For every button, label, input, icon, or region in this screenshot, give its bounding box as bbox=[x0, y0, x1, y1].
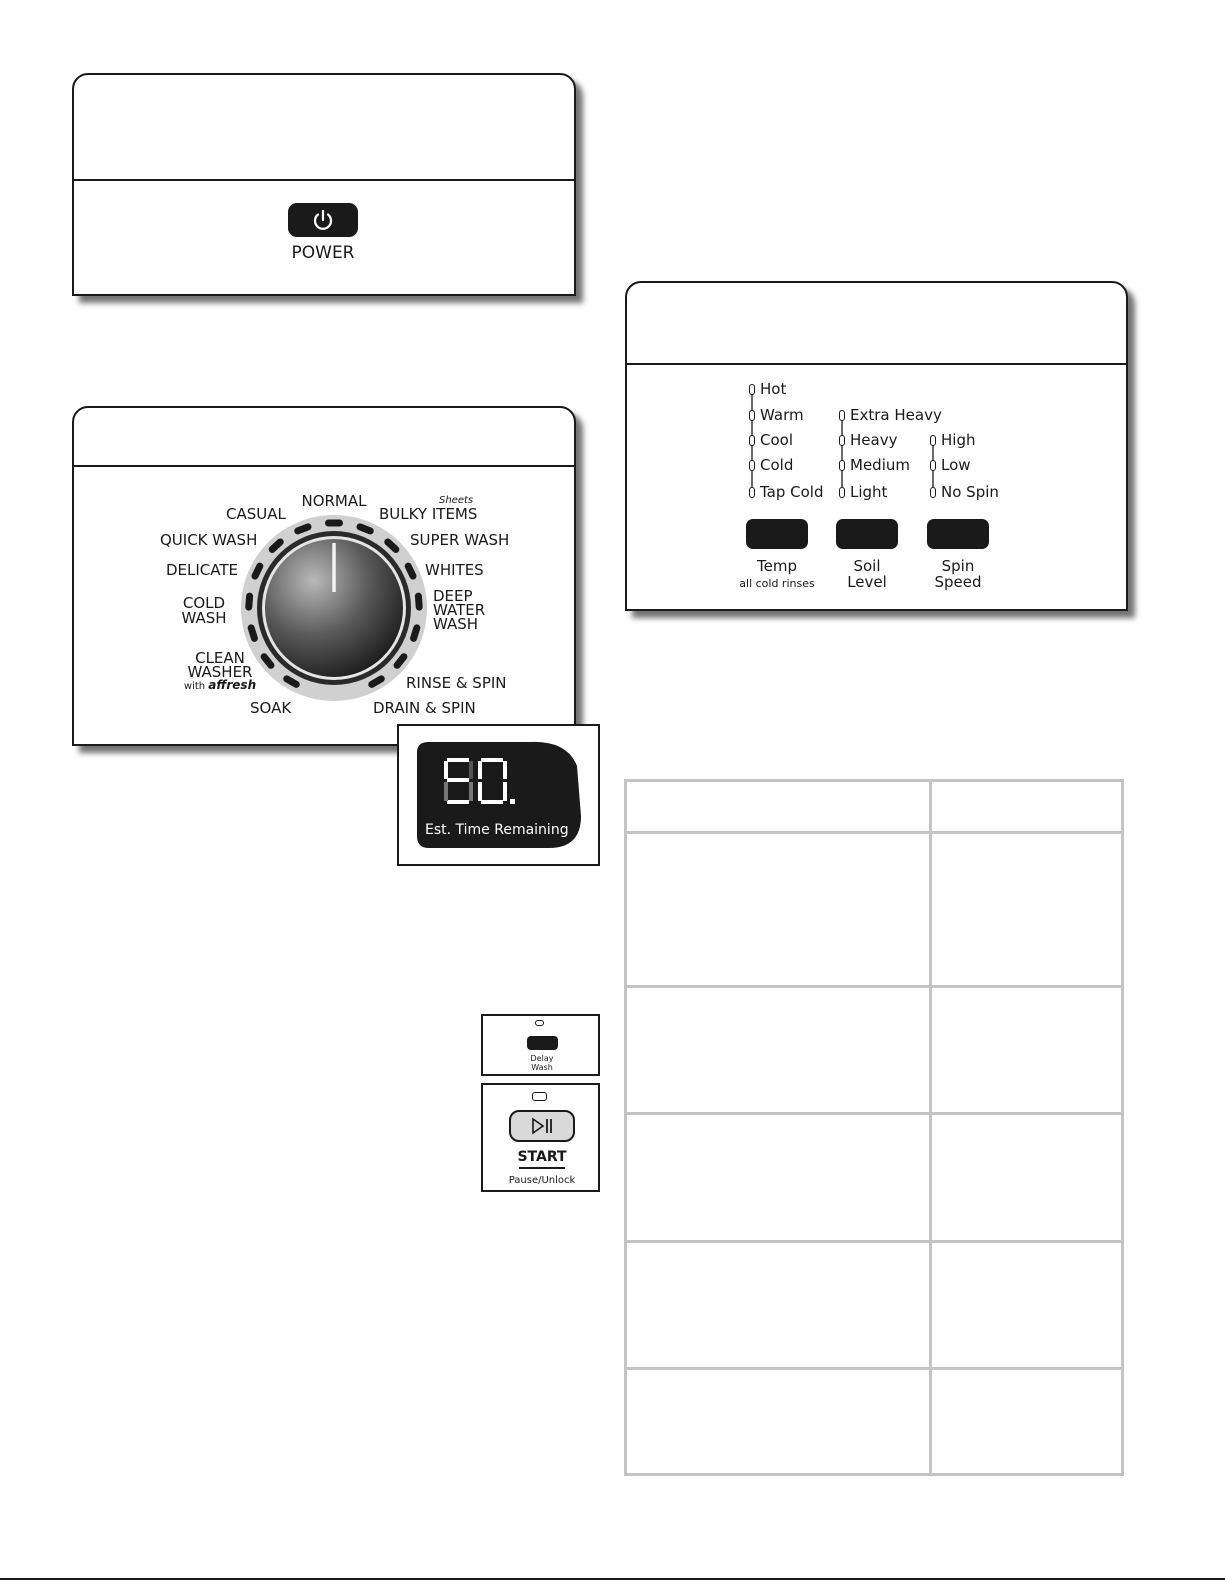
cycle-knob[interactable] bbox=[74, 408, 576, 746]
cycle-deep-water-wash[interactable] bbox=[433, 589, 503, 631]
soil-level-medium: Medium bbox=[850, 456, 910, 474]
cycle-quick-wash[interactable]: QUICK WASH bbox=[160, 531, 258, 549]
temp-button-sub-label: all cold rinses bbox=[739, 577, 815, 590]
time-display-box bbox=[397, 724, 600, 866]
play-pause-icon bbox=[511, 1112, 573, 1140]
spin-level-no-spin: No Spin bbox=[941, 483, 999, 501]
delay-wash-button[interactable] bbox=[527, 1036, 558, 1050]
cycle-soak[interactable]: SOAK bbox=[250, 699, 292, 717]
spin-button-label: Spin bbox=[941, 557, 975, 575]
start-box bbox=[481, 1083, 600, 1192]
power-button[interactable] bbox=[288, 203, 358, 237]
cycle-label-line: CLEAN bbox=[195, 649, 245, 667]
temp-led-warm bbox=[749, 410, 755, 421]
soil-led-medium bbox=[839, 460, 845, 471]
temp-level-warm: Warm bbox=[760, 406, 804, 424]
start-sub-label: Pause/Unlock bbox=[508, 1175, 576, 1186]
cycle-casual[interactable]: CASUAL bbox=[226, 505, 286, 523]
time-display-caption: Est. Time Remaining bbox=[425, 822, 569, 838]
soil-led-extra-heavy bbox=[839, 410, 845, 421]
power-icon bbox=[288, 203, 358, 237]
cycle-label-line: COLD bbox=[182, 594, 226, 612]
start-led bbox=[532, 1092, 547, 1101]
power-panel bbox=[72, 73, 576, 296]
spin-button-label: Speed bbox=[934, 573, 982, 591]
temp-led-hot bbox=[749, 384, 755, 395]
temp-led-cold bbox=[749, 460, 755, 471]
cycle-indicator-mark bbox=[245, 592, 253, 610]
table-row-divider bbox=[627, 1112, 1121, 1115]
cycle-label-line: WASHER bbox=[187, 663, 253, 681]
cycle-label-line: WATER bbox=[433, 601, 486, 619]
delay-wash-label: Wash bbox=[531, 1063, 553, 1072]
spin-level-high: High bbox=[941, 431, 976, 449]
cycle-super-wash[interactable]: SUPER WASH bbox=[410, 531, 510, 549]
cycle-drain-spin[interactable]: DRAIN & SPIN bbox=[373, 699, 476, 717]
info-table bbox=[624, 779, 1124, 1476]
cycle-label-line: DEEP bbox=[433, 587, 473, 605]
table-row-divider bbox=[627, 1367, 1121, 1370]
cycle-label-line: WASH bbox=[433, 615, 479, 633]
options-panel bbox=[625, 281, 1128, 611]
table-row-divider bbox=[627, 831, 1121, 834]
soil-level-button[interactable] bbox=[836, 519, 898, 549]
delay-wash-label: Delay bbox=[530, 1054, 554, 1063]
spin-speed-button[interactable] bbox=[927, 519, 989, 549]
temp-button[interactable] bbox=[746, 519, 808, 549]
delay-wash-led bbox=[535, 1020, 544, 1026]
start-button[interactable] bbox=[509, 1110, 575, 1142]
soil-button-label: Soil bbox=[853, 557, 881, 575]
cycle-panel bbox=[72, 406, 576, 746]
panel-divider bbox=[74, 179, 574, 181]
temp-level-hot: Hot bbox=[760, 380, 787, 398]
cycle-normal[interactable]: NORMAL bbox=[301, 492, 367, 510]
delay-wash-box bbox=[481, 1014, 600, 1076]
cycle-cold-wash[interactable] bbox=[174, 596, 234, 626]
cycle-delicate[interactable]: DELICATE bbox=[166, 561, 239, 579]
soil-level-light: Light bbox=[850, 483, 888, 501]
temp-led-cool bbox=[749, 435, 755, 446]
start-label: START bbox=[517, 1149, 567, 1165]
temp-led-tap-cold bbox=[749, 487, 755, 498]
soil-led-light bbox=[839, 487, 845, 498]
soil-led-heavy bbox=[839, 435, 845, 446]
temp-level-cool: Cool bbox=[760, 431, 793, 449]
spin-led-no-spin bbox=[930, 487, 936, 498]
page-bottom-rule bbox=[0, 1578, 1225, 1580]
spin-led-high bbox=[930, 435, 936, 446]
temp-level-cold: Cold bbox=[760, 456, 794, 474]
cycle-label-line bbox=[180, 679, 260, 693]
time-display bbox=[399, 726, 598, 864]
cycle-bulky-note: Sheets bbox=[439, 495, 474, 506]
cycle-bulky-items[interactable]: BULKY ITEMS bbox=[379, 505, 478, 523]
cycle-indicator-mark bbox=[325, 520, 343, 527]
start-underline bbox=[519, 1167, 565, 1169]
cycle-label-line: WASH bbox=[181, 609, 227, 627]
cycle-whites[interactable]: WHITES bbox=[425, 561, 484, 579]
soil-button-label: Level bbox=[847, 573, 887, 591]
temp-level-tap-cold: Tap Cold bbox=[760, 483, 824, 501]
soil-level-extra-heavy: Extra Heavy bbox=[850, 406, 942, 424]
cycle-rinse-spin[interactable]: RINSE & SPIN bbox=[406, 674, 507, 692]
cycle-indicator-mark bbox=[415, 592, 423, 610]
cycle-clean-washer[interactable] bbox=[180, 651, 260, 693]
spin-level-low: Low bbox=[941, 456, 971, 474]
spin-led-low bbox=[930, 460, 936, 471]
affresh-logo: affresh bbox=[208, 678, 257, 692]
temp-button-label: Temp bbox=[757, 557, 797, 575]
table-row-divider bbox=[627, 1240, 1121, 1243]
clean-washer-with: with bbox=[183, 681, 206, 692]
table-row-divider bbox=[627, 985, 1121, 988]
soil-level-heavy: Heavy bbox=[850, 431, 898, 449]
power-label: POWER bbox=[291, 243, 355, 263]
